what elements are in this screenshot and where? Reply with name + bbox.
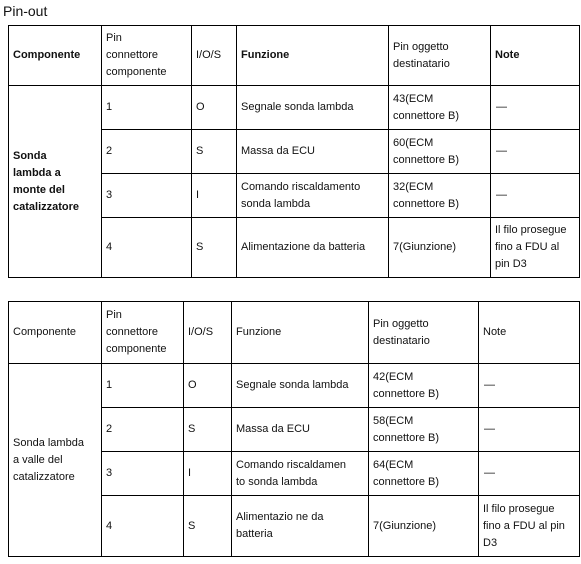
page-title: Pin-out bbox=[3, 3, 48, 19]
ios-cell: I bbox=[192, 174, 237, 218]
funzione-cell: Segnale sonda lambda bbox=[232, 364, 369, 408]
funzione-cell: Alimentazione da batteria bbox=[237, 218, 389, 278]
header-note: Note bbox=[479, 302, 580, 364]
header-pin-destinatario: Pin oggetto destinatario bbox=[369, 302, 479, 364]
funzione-cell: Comando riscaldamento sonda lambda bbox=[237, 174, 389, 218]
ios-cell: S bbox=[184, 408, 232, 452]
ios-cell: O bbox=[192, 86, 237, 130]
header-componente: Componente bbox=[9, 26, 102, 86]
note-cell: Il filo prosegue fino a FDU al pin D3 bbox=[491, 218, 580, 278]
pin-cell: 1 bbox=[102, 364, 184, 408]
table-header-row bbox=[9, 26, 580, 86]
pin-cell: 2 bbox=[102, 408, 184, 452]
funzione-cell: Alimentazio ne da batteria bbox=[232, 496, 369, 557]
note-cell: — bbox=[491, 130, 580, 174]
ios-cell: O bbox=[184, 364, 232, 408]
funzione-cell: Comando riscaldamen to sonda lambda bbox=[232, 452, 369, 496]
note-cell: Il filo prosegue fino a FDU al pin D3 bbox=[479, 496, 580, 557]
funzione-cell: Massa da ECU bbox=[232, 408, 369, 452]
destinatario-cell: 58(ECM connettore B) bbox=[369, 408, 479, 452]
destinatario-cell: 43(ECM connettore B) bbox=[389, 86, 491, 130]
note-cell: — bbox=[491, 174, 580, 218]
table-header-row bbox=[9, 302, 580, 364]
component-name: Sonda lambda a valle del catalizzatore bbox=[9, 364, 102, 557]
pin-cell: 2 bbox=[102, 130, 192, 174]
table-row bbox=[9, 86, 580, 130]
funzione-cell: Segnale sonda lambda bbox=[237, 86, 389, 130]
header-pin-connettore: Pin connettore componente bbox=[102, 26, 192, 86]
note-cell: — bbox=[491, 86, 580, 130]
header-ios: I/O/S bbox=[184, 302, 232, 364]
header-pin-destinatario: Pin oggetto destinatario bbox=[389, 26, 491, 86]
ios-cell: S bbox=[192, 218, 237, 278]
pinout-table-upstream bbox=[8, 25, 580, 278]
pin-cell: 3 bbox=[102, 174, 192, 218]
note-cell: — bbox=[479, 408, 580, 452]
pin-cell: 1 bbox=[102, 86, 192, 130]
destinatario-cell: 32(ECM connettore B) bbox=[389, 174, 491, 218]
ios-cell: I bbox=[184, 452, 232, 496]
pin-cell: 3 bbox=[102, 452, 184, 496]
header-funzione: Funzione bbox=[237, 26, 389, 86]
funzione-cell: Massa da ECU bbox=[237, 130, 389, 174]
destinatario-cell: 64(ECM connettore B) bbox=[369, 452, 479, 496]
note-cell: — bbox=[479, 452, 580, 496]
ios-cell: S bbox=[184, 496, 232, 557]
pinout-table-downstream bbox=[8, 301, 580, 557]
destinatario-cell: 42(ECM connettore B) bbox=[369, 364, 479, 408]
header-note: Note bbox=[491, 26, 580, 86]
destinatario-cell: 7(Giunzione) bbox=[389, 218, 491, 278]
component-name: Sonda lambda a monte del catalizzatore bbox=[9, 86, 102, 278]
note-cell: — bbox=[479, 364, 580, 408]
table-row bbox=[9, 364, 580, 408]
header-pin-connettore: Pin connettore componente bbox=[102, 302, 184, 364]
destinatario-cell: 7(Giunzione) bbox=[369, 496, 479, 557]
ios-cell: S bbox=[192, 130, 237, 174]
pin-cell: 4 bbox=[102, 218, 192, 278]
destinatario-cell: 60(ECM connettore B) bbox=[389, 130, 491, 174]
header-funzione: Funzione bbox=[232, 302, 369, 364]
header-ios: I/O/S bbox=[192, 26, 237, 86]
pin-cell: 4 bbox=[102, 496, 184, 557]
header-componente: Componente bbox=[9, 302, 102, 364]
